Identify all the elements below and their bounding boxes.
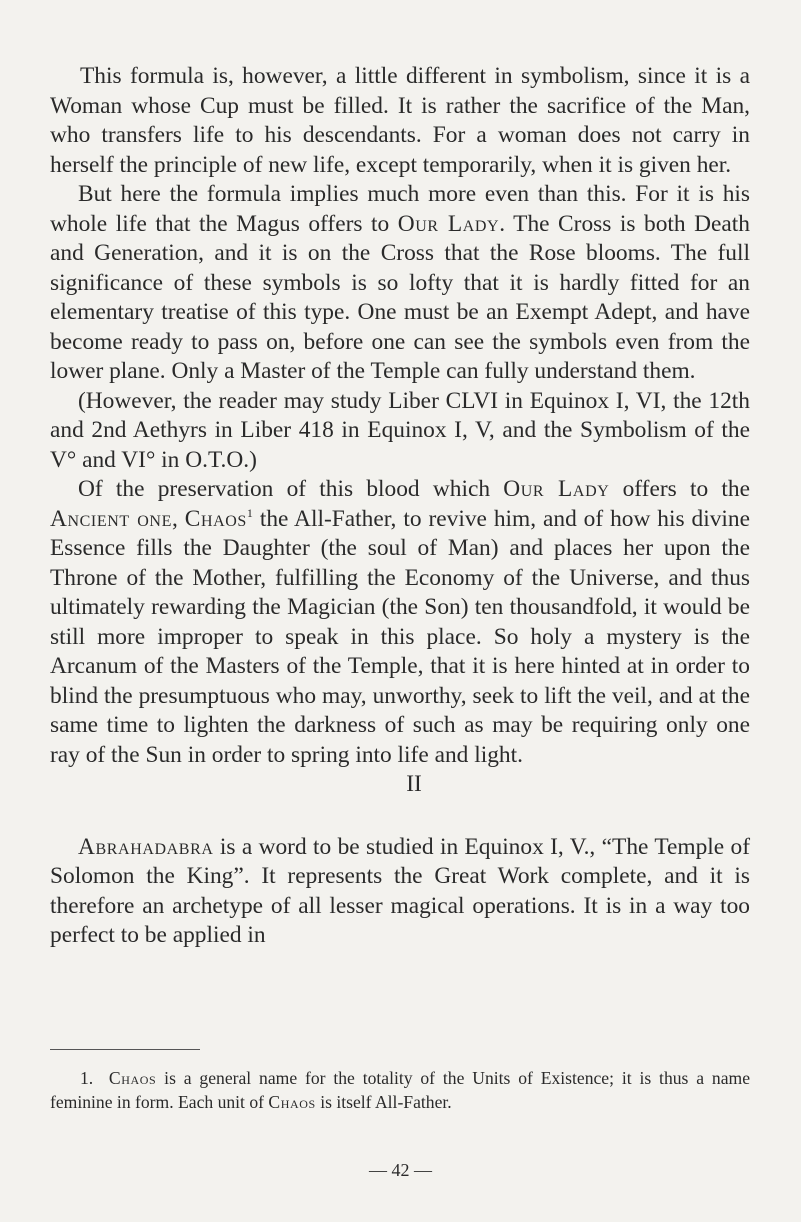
paragraph-1: This formula is, however, a little different in symbolism, since it is a Woman whose Cup must be filled. It is rather the sacrifice of the Man, who transfers life to his descendants. For a woman does not carry in herself the principle of new life, except temporarily, when it is given her. bbox=[50, 63, 750, 178]
footnote-divider bbox=[50, 1049, 200, 1050]
small-caps-chaos: Chaos bbox=[184, 505, 247, 532]
small-caps-our-lady: Our Lady bbox=[397, 210, 500, 237]
small-caps-our-lady-2: Our Lady bbox=[503, 476, 610, 502]
footnote-small-caps-chaos: Chaos bbox=[108, 1068, 157, 1088]
footnote-small-caps-chaos-2: Chaos bbox=[268, 1092, 316, 1112]
main-text bbox=[50, 62, 750, 951]
paragraph-5: Abrahadabra is a word to be studied in Equinox I, V., “The Temple of Solomon the King”. It represents the Great Work complete, and it is therefore an archetype of all lesser magical operations. It is in a way too perfect to be applied in bbox=[50, 833, 750, 948]
paragraph-2: But here the formula implies much more even than this. For it is his whole life that the Magus offers to Our Lady. The Cross is both Death and Generation, and it is on the Cross that the Rose blooms. The full significance of these symbols is so lofty that it is hardly fitted for an elementary treatise of this type. One must be an Exempt Adept, and have become ready to pass on, before one can see the symbols even from the lower plane. Only a Master of the Temple can fully understand them. bbox=[50, 181, 751, 384]
footnote-marker: 1 bbox=[246, 505, 253, 520]
footnote: 1. Chaos is a general name for the totality of the Units of Existence; it is thus a name feminine in form. Each unit of Chaos is itself All-Father. bbox=[50, 1068, 750, 1112]
footnote-number: 1. bbox=[80, 1068, 94, 1088]
paragraph-4: Of the preservation of this blood which Our Lady offers to the Ancient one, Chaos$^1$ the All-Father, to revive him, and of how his divine Essence fills the Daughter (the soul of Man) and places her upon the Throne of the Mother, fulfilling the Economy of the Universe, and thus ultimately rewarding the Magician (the Son) ten thousandfold, it would be still more improper to speak in this place. So holy a mystery is the Arcanum of the Masters of the Temple, that it is here hinted at in order to blind the presumptuous who may, unworthy, seek to lift the veil, and at the same time to lighten the darkness of such as may be requiring only one ray of the Sun in order to spring into life and light. bbox=[50, 476, 750, 768]
section-number: II bbox=[406, 771, 422, 797]
page-number: — 42 — bbox=[369, 1160, 432, 1180]
small-caps-ancient-one: Ancient one bbox=[50, 505, 172, 532]
small-caps-abrahadabra: Abrahadabra bbox=[78, 833, 214, 860]
paragraph-3: (However, the reader may study Liber CLVI in Equinox I, VI, the 12th and 2nd Aethyrs in Liber 418 in Equinox I, V, and the Symbolism of the V° and VI° in O.T.O.) bbox=[50, 387, 750, 473]
